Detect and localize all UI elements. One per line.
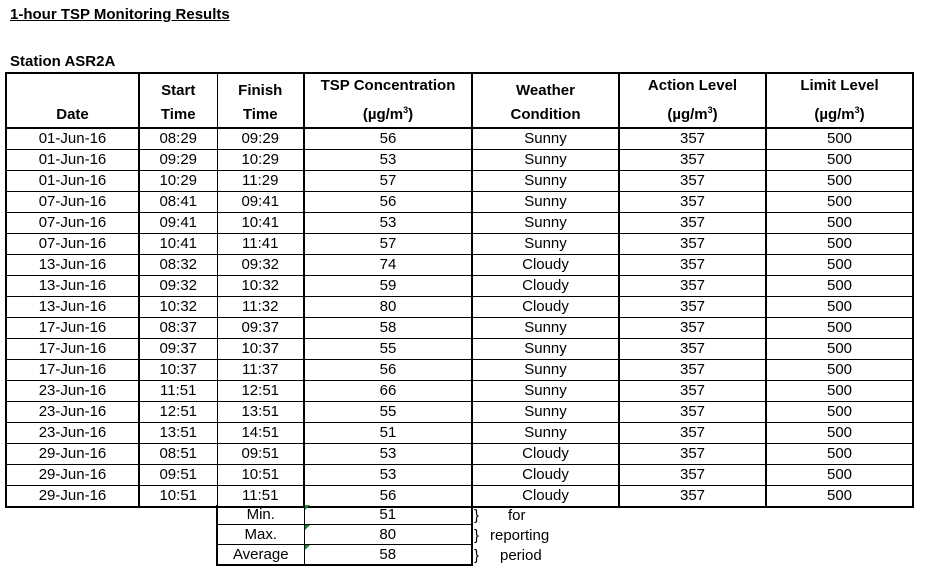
table-cell: 13-Jun-16 [6, 297, 139, 318]
table-cell: 10:32 [139, 297, 217, 318]
table-cell: Sunny [472, 128, 619, 150]
header-limit-level: Limit Level $(\mu g/m^3)$ [766, 73, 913, 128]
table-cell: 09:37 [139, 339, 217, 360]
table-row [6, 150, 913, 171]
table-cell: 500 [766, 297, 913, 318]
table-cell: 53 [304, 444, 472, 465]
table-cell: 09:51 [139, 465, 217, 486]
table-cell: 74 [304, 255, 472, 276]
table-row [6, 318, 913, 339]
table-cell: 09:51 [217, 444, 304, 465]
table-cell: Sunny [472, 318, 619, 339]
summary-label: Average [217, 545, 304, 566]
table-cell: 10:51 [139, 486, 217, 508]
table-cell: 09:29 [217, 128, 304, 150]
station-label: Station ASR2A [10, 53, 116, 70]
table-cell: 08:37 [139, 318, 217, 339]
table-cell: 09:37 [217, 318, 304, 339]
table-cell: 12:51 [217, 381, 304, 402]
table-cell: 13-Jun-16 [6, 255, 139, 276]
table-cell: 56 [304, 486, 472, 508]
table-cell: 57 [304, 234, 472, 255]
table-cell: 357 [619, 402, 766, 423]
page-title: 1-hour TSP Monitoring Results [10, 6, 230, 23]
table-row [6, 213, 913, 234]
header-start-time: Start Time [139, 73, 217, 128]
table-cell: Sunny [472, 192, 619, 213]
table-cell: 357 [619, 171, 766, 192]
header-weather-condition: Weather Condition [472, 73, 619, 128]
table-cell: 357 [619, 150, 766, 171]
table-cell: 357 [619, 128, 766, 150]
table-cell: 80 [304, 297, 472, 318]
table-cell: 500 [766, 402, 913, 423]
table-cell: 500 [766, 255, 913, 276]
table-cell: 500 [766, 339, 913, 360]
table-cell: 29-Jun-16 [6, 444, 139, 465]
table-cell: 01-Jun-16 [6, 171, 139, 192]
table-cell: 59 [304, 276, 472, 297]
table-cell: 500 [766, 128, 913, 150]
summary-value: 58 [304, 545, 472, 566]
table-cell: 500 [766, 234, 913, 255]
table-cell: 357 [619, 381, 766, 402]
table-cell: 55 [304, 339, 472, 360]
table-cell: 10:32 [217, 276, 304, 297]
table-cell: 09:32 [139, 276, 217, 297]
table-cell: 10:41 [139, 234, 217, 255]
table-row [6, 465, 913, 486]
table-cell: 13-Jun-16 [6, 276, 139, 297]
table-cell: Cloudy [472, 255, 619, 276]
table-row [6, 486, 913, 508]
summary-label: Max. [217, 525, 304, 545]
table-cell: 357 [619, 360, 766, 381]
table-row [6, 444, 913, 465]
table-cell: 11:32 [217, 297, 304, 318]
table-cell: 17-Jun-16 [6, 339, 139, 360]
table-cell: 357 [619, 213, 766, 234]
table-cell: 357 [619, 423, 766, 444]
table-cell: 10:37 [217, 339, 304, 360]
header-tsp-concentration: TSP Concentration $(\mu g/m^3)$ [304, 73, 472, 128]
table-cell: 500 [766, 486, 913, 508]
table-cell: Sunny [472, 234, 619, 255]
table-row [6, 234, 913, 255]
table-cell: 500 [766, 171, 913, 192]
table-cell: 56 [304, 128, 472, 150]
summary-note-3: } period [474, 547, 542, 564]
table-cell: 51 [304, 423, 472, 444]
summary-row-min [217, 505, 472, 525]
table-cell: 11:29 [217, 171, 304, 192]
table-cell: 08:29 [139, 128, 217, 150]
table-cell: 09:41 [139, 213, 217, 234]
table-cell: 01-Jun-16 [6, 128, 139, 150]
summary-label: Min. [217, 505, 304, 525]
table-cell: 357 [619, 276, 766, 297]
table-cell: 500 [766, 465, 913, 486]
table-cell: 357 [619, 486, 766, 508]
table-cell: 500 [766, 192, 913, 213]
table-cell: 357 [619, 339, 766, 360]
table-cell: Cloudy [472, 486, 619, 508]
table-cell: 53 [304, 150, 472, 171]
header-finish-time: Finish Time [217, 73, 304, 128]
table-row [6, 297, 913, 318]
table-cell: Cloudy [472, 276, 619, 297]
table-cell: 53 [304, 465, 472, 486]
summary-note-2: } reporting [474, 527, 550, 544]
table-cell: 357 [619, 192, 766, 213]
table-cell: 08:32 [139, 255, 217, 276]
table-cell: 58 [304, 318, 472, 339]
table-cell: 357 [619, 234, 766, 255]
summary-row-average [217, 545, 472, 566]
table-cell: 11:37 [217, 360, 304, 381]
table-cell: 08:41 [139, 192, 217, 213]
table-cell: 10:29 [217, 150, 304, 171]
table-cell: Cloudy [472, 297, 619, 318]
table-cell: 53 [304, 213, 472, 234]
table-cell: 07-Jun-16 [6, 192, 139, 213]
table-cell: 01-Jun-16 [6, 150, 139, 171]
table-row [6, 423, 913, 444]
table-cell: 17-Jun-16 [6, 360, 139, 381]
table-cell: 11:51 [139, 381, 217, 402]
table-cell: 357 [619, 465, 766, 486]
table-cell: 10:37 [139, 360, 217, 381]
table-cell: 23-Jun-16 [6, 381, 139, 402]
table-cell: Sunny [472, 402, 619, 423]
table-cell: 11:41 [217, 234, 304, 255]
table-cell: 09:29 [139, 150, 217, 171]
table-cell: 13:51 [217, 402, 304, 423]
table-row [6, 255, 913, 276]
table-cell: 500 [766, 381, 913, 402]
summary-row-max [217, 525, 472, 545]
table-cell: 500 [766, 213, 913, 234]
table-row [6, 192, 913, 213]
table-cell: Sunny [472, 213, 619, 234]
table-row [6, 381, 913, 402]
table-cell: 11:51 [217, 486, 304, 508]
table-cell: 10:29 [139, 171, 217, 192]
table-cell: 17-Jun-16 [6, 318, 139, 339]
table-row [6, 339, 913, 360]
table-cell: 10:41 [217, 213, 304, 234]
table-cell: 29-Jun-16 [6, 486, 139, 508]
table-header-row [6, 73, 913, 128]
table-cell: 357 [619, 318, 766, 339]
table-row [6, 171, 913, 192]
table-cell: Sunny [472, 339, 619, 360]
table-cell: 500 [766, 444, 913, 465]
table-cell: 500 [766, 150, 913, 171]
table-cell: 500 [766, 276, 913, 297]
table-cell: 14:51 [217, 423, 304, 444]
table-cell: 56 [304, 360, 472, 381]
table-cell: 23-Jun-16 [6, 402, 139, 423]
table-cell: 500 [766, 423, 913, 444]
table-cell: 23-Jun-16 [6, 423, 139, 444]
table-cell: 07-Jun-16 [6, 213, 139, 234]
table-cell: Sunny [472, 171, 619, 192]
summary-table [216, 505, 473, 566]
table-cell: Cloudy [472, 465, 619, 486]
table-cell: Sunny [472, 360, 619, 381]
table-cell: 57 [304, 171, 472, 192]
table-cell: 08:51 [139, 444, 217, 465]
monitoring-table [5, 72, 914, 508]
summary-value: 80 [304, 525, 472, 545]
table-cell: 56 [304, 192, 472, 213]
table-cell: 12:51 [139, 402, 217, 423]
table-cell: 55 [304, 402, 472, 423]
summary-note-1: } for [474, 507, 526, 524]
table-cell: 66 [304, 381, 472, 402]
table-cell: 357 [619, 444, 766, 465]
table-cell: 10:51 [217, 465, 304, 486]
table-cell: Sunny [472, 381, 619, 402]
table-row [6, 128, 913, 150]
header-date: Date [6, 73, 139, 128]
table-cell: 07-Jun-16 [6, 234, 139, 255]
table-cell: 500 [766, 360, 913, 381]
table-cell: 500 [766, 318, 913, 339]
table-cell: 09:32 [217, 255, 304, 276]
header-action-level: Action Level $(\mu g/m^3)$ [619, 73, 766, 128]
table-cell: Sunny [472, 423, 619, 444]
table-row [6, 360, 913, 381]
summary-value: 51 [304, 505, 472, 525]
table-cell: 09:41 [217, 192, 304, 213]
table-row [6, 276, 913, 297]
table-cell: 13:51 [139, 423, 217, 444]
table-cell: Sunny [472, 150, 619, 171]
table-cell: 357 [619, 255, 766, 276]
table-cell: 357 [619, 297, 766, 318]
table-row [6, 402, 913, 423]
table-cell: 29-Jun-16 [6, 465, 139, 486]
table-cell: Cloudy [472, 444, 619, 465]
